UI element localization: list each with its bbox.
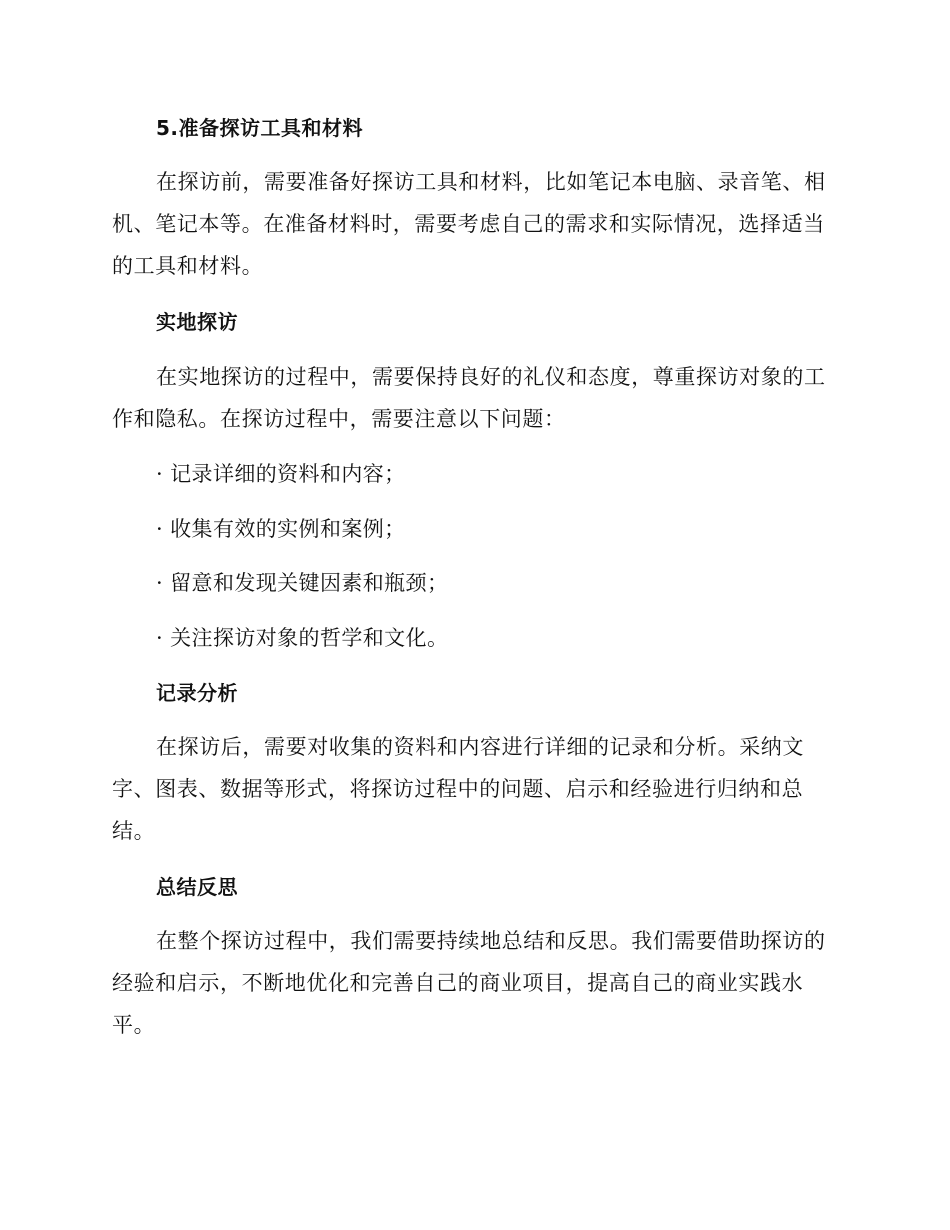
- bullet-item: · 关注探访对象的哲学和文化。: [156, 626, 449, 650]
- section-heading-record-analysis: 记录分析: [156, 681, 238, 705]
- paragraph-summary-reflection: [112, 920, 832, 1046]
- paragraph-record-analysis: [112, 726, 832, 852]
- section-heading-field-visit: 实地探访: [156, 310, 238, 334]
- paragraph-text: 在探访后，需要对收集的资料和内容进行详细的记录和分析。采纳文字、图表、数据等形式，将探访过程中的问题、启示和经验进行归纳和总结。: [112, 735, 804, 843]
- paragraph-text: 在探访前，需要准备好探访工具和材料，比如笔记本电脑、录音笔、相机、笔记本等。在准备材料时，需要考虑自己的需求和实际情况，选择适当的工具和材料。: [112, 170, 826, 278]
- bullet-item: · 收集有效的实例和案例；: [156, 517, 406, 541]
- bullet-item: · 记录详细的资料和内容；: [156, 462, 406, 486]
- paragraph-text: 在整个探访过程中，我们需要持续地总结和反思。我们需要借助探访的经验和启示，不断地优化和完善自己的商业项目，提高自己的商业实践水平。: [112, 929, 826, 1037]
- bullet-item: · 留意和发现关键因素和瓶颈；: [156, 571, 449, 595]
- section-heading-prepare-tools: 5.准备探访工具和材料: [156, 116, 364, 140]
- paragraph-field-visit: [112, 356, 832, 440]
- paragraph-text: 在实地探访的过程中，需要保持良好的礼仪和态度，尊重探访对象的工作和隐私。在探访过程中，需要注意以下问题：: [112, 365, 826, 431]
- section-heading-summary-reflection: 总结反思: [156, 875, 238, 899]
- paragraph-prepare-tools: [112, 161, 832, 287]
